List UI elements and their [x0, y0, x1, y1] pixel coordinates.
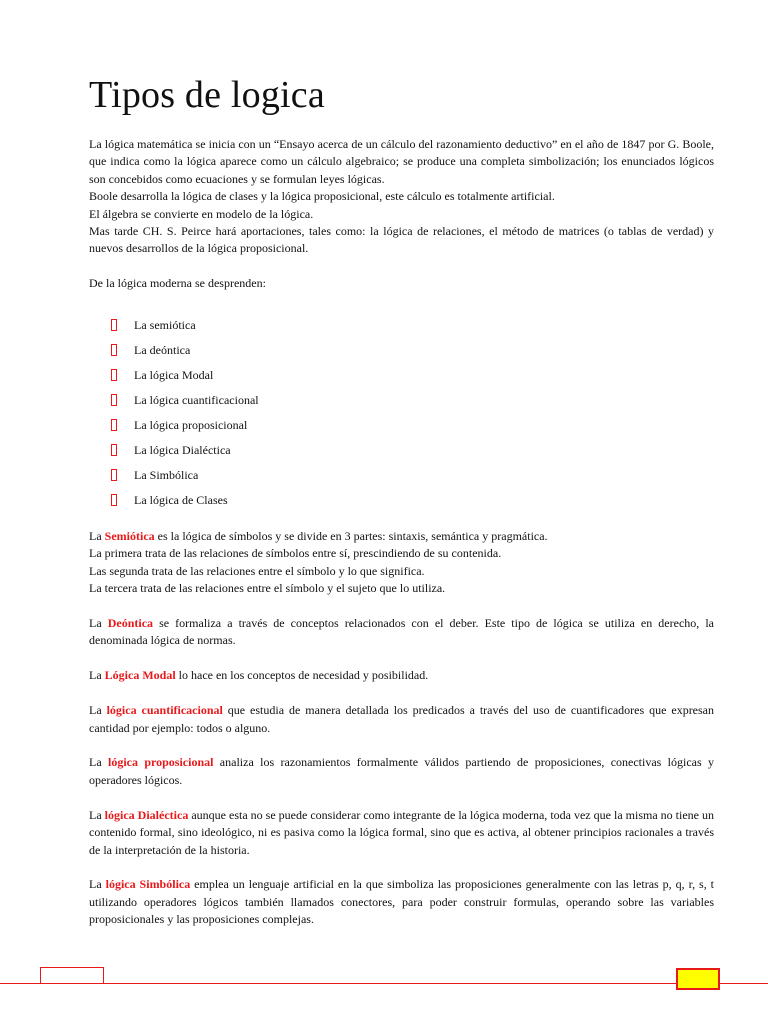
deontica-paragraph: La Deóntica se formaliza a través de conceptos relacionados con el deber. Este tipo de lógica se utiliza en derecho, la denominada lógica de normas. — [89, 615, 714, 648]
deontica-term: Deóntica — [107, 615, 154, 630]
modal-paragraph: La Lógica Modal lo hace en los conceptos de necesidad y posibilidad. — [89, 668, 429, 683]
proposicional-term: lógica proposicional — [108, 755, 214, 770]
page-title: Tipos de logica — [89, 74, 325, 116]
intro-paragraph: Boole desarrolla la lógica de clases y la lógica proposicional, este cálculo es totalmente artificial. — [89, 189, 555, 204]
list-item: La lógica proposicional — [89, 413, 714, 438]
modal-term: Lógica Modal — [104, 668, 176, 683]
list-intro: De la lógica moderna se desprenden: — [89, 276, 266, 291]
intro-paragraph: El álgebra se convierte en modelo de la lógica. — [89, 206, 314, 221]
bullet-icon — [111, 344, 117, 356]
semiotica-line: Las segunda trata de las relaciones entre el símbolo y lo que significa. — [89, 563, 425, 578]
bullet-icon — [111, 394, 117, 406]
footer-divider — [0, 983, 768, 984]
proposicional-paragraph: La lógica proposicional analiza los razonamientos formalmente válidos partiendo de proposiciones, conectivas lógicas y operadores lógicos. — [89, 755, 715, 787]
simbolica-paragraph: La lógica Simbólica emplea un lenguaje artificial en la que simboliza las proposiciones generalmente con las letras p, q, r, s, t utilizando operadores lógicos también llamados conectores, para poder construir formulas, operando sobre las variables proposicionales y las proposiciones complejas. — [89, 877, 714, 927]
semiotica-line: La tercera trata de las relaciones entre el símbolo y el sujeto que lo utiliza. — [89, 580, 446, 595]
list-item: La lógica cuantificacional — [89, 388, 714, 413]
semiotica-term: Semiótica — [104, 528, 155, 543]
dialectica-paragraph: La lógica Dialéctica aunque esta no se puede considerar como integrante de la lógica moderna, toda vez que la misma no tiene un contenido formal, sino ideológico, ni es pasiva como la lógica formal, sino que es activa, al obtener principios racionales a través de la interpretación de la historia. — [89, 807, 715, 857]
bullet-icon — [111, 319, 117, 331]
list-item: La deóntica — [89, 338, 714, 363]
logic-types-list — [89, 313, 714, 513]
list-item: La lógica Modal — [89, 363, 714, 388]
bullet-icon — [111, 419, 117, 431]
list-item: La lógica de Clases — [89, 488, 714, 513]
footer-tab — [40, 967, 104, 984]
simbolica-term: lógica Simbólica — [105, 877, 191, 892]
bullet-icon — [111, 369, 117, 381]
semiotica-paragraph: La Semiótica es la lógica de símbolos y se divide en 3 partes: sintaxis, semántica y pragmática. — [89, 528, 548, 543]
intro-paragraph: La lógica matemática se inicia con un “Ensayo acerca de un cálculo del razonamiento deductivo” en el año de 1847 por G. Boole, que indica como la lógica aparece como un cálculo algebraico; se produce una completa simbolización; los enunciados lógicos son concebidos como ecuaciones y se formulan leyes lógicas. — [89, 137, 714, 186]
list-item: La semiótica — [89, 313, 714, 338]
page-number-box — [676, 968, 720, 990]
bullet-icon — [111, 469, 117, 481]
list-item: La lógica Dialéctica — [89, 438, 714, 463]
list-item: La Simbólica — [89, 463, 714, 488]
document-body — [89, 136, 714, 929]
intro-paragraph: Mas tarde CH. S. Peirce hará aportaciones, tales como: la lógica de relaciones, el método de matrices (o tablas de verdad) y nuevos desarrollos de la lógica proposicional. — [89, 224, 714, 256]
cuantificacional-term: lógica cuantificacional — [106, 703, 223, 718]
semiotica-line: La primera trata de las relaciones de símbolos entre sí, prescindiendo de su contenida. — [89, 546, 502, 561]
dialectica-term: lógica Dialéctica — [104, 807, 189, 822]
bullet-icon — [111, 444, 117, 456]
cuantificacional-paragraph: La lógica cuantificacional que estudia de manera detallada los predicados a través del uso de cuantificadores que expresan cantidad por ejemplo: todos o alguno. — [89, 703, 715, 735]
bullet-icon — [111, 494, 117, 506]
